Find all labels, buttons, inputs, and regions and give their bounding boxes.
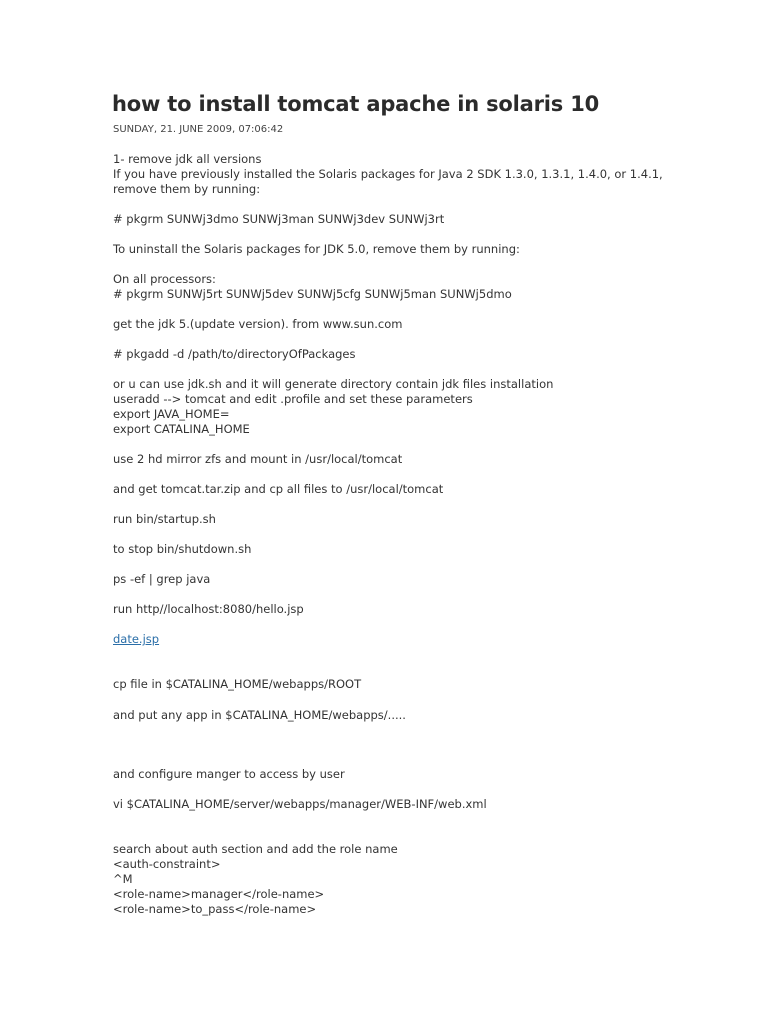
command-line: # pkgrm SUNWj3dmo SUNWj3man SUNWj3dev SUNWj3rt [113,212,445,226]
text-line: export JAVA_HOME= [113,407,230,421]
command-line: # pkgrm SUNWj5rt SUNWj5dev SUNWj5cfg SUNWj5man SUNWj5dmo [113,287,512,301]
text-line: export CATALINA_HOME [113,422,250,436]
text-line: useradd --> tomcat and edit .profile and set these parameters [113,392,473,406]
text-line: get the jdk 5.(update version). from www.sun.com [113,317,403,331]
text-line: ps -ef | grep java [113,572,211,586]
text-line: 1- remove jdk all versions [113,152,262,166]
text-line: cp file in $CATALINA_HOME/webapps/ROOT [113,677,362,691]
text-line: to stop bin/shutdown.sh [113,542,252,556]
code-line: <auth-constraint> [113,857,221,871]
text-line: and get tomcat.tar.zip and cp all files to /usr/local/tomcat [113,482,444,496]
code-line: <role-name>to_pass</role-name> [113,902,317,916]
text-line: and put any app in $CATALINA_HOME/webapps/..... [113,708,406,722]
text-line: run http//localhost:8080/hello.jsp [113,602,304,616]
text-line: search about auth section and add the role name [113,842,398,856]
post-title: how to install tomcat apache in solaris 10 [112,92,600,116]
command-line: # pkgadd -d /path/to/directoryOfPackages [113,347,356,361]
post-date: SUNDAY, 21. JUNE 2009, 07:06:42 [113,124,284,135]
text-line: or u can use jdk.sh and it will generate directory contain jdk files installation [113,377,554,391]
date-jsp-link[interactable]: date.jsp [113,632,160,646]
code-line: <role-name>manager</role-name> [113,887,325,901]
text-line: On all processors: [113,272,216,286]
code-line: ^M [113,872,133,886]
text-line: and configure manger to access by user [113,767,345,781]
text-line: use 2 hd mirror zfs and mount in /usr/local/tomcat [113,452,403,466]
text-line: To uninstall the Solaris packages for JDK 5.0, remove them by running: [113,242,520,256]
text-line: vi $CATALINA_HOME/server/webapps/manager/WEB-INF/web.xml [113,797,487,811]
text-line: If you have previously installed the Solaris packages for Java 2 SDK 1.3.0, 1.3.1, 1.4.0, or 1.4.1, [113,167,663,181]
text-line: run bin/startup.sh [113,512,216,526]
text-line: remove them by running: [113,182,261,196]
